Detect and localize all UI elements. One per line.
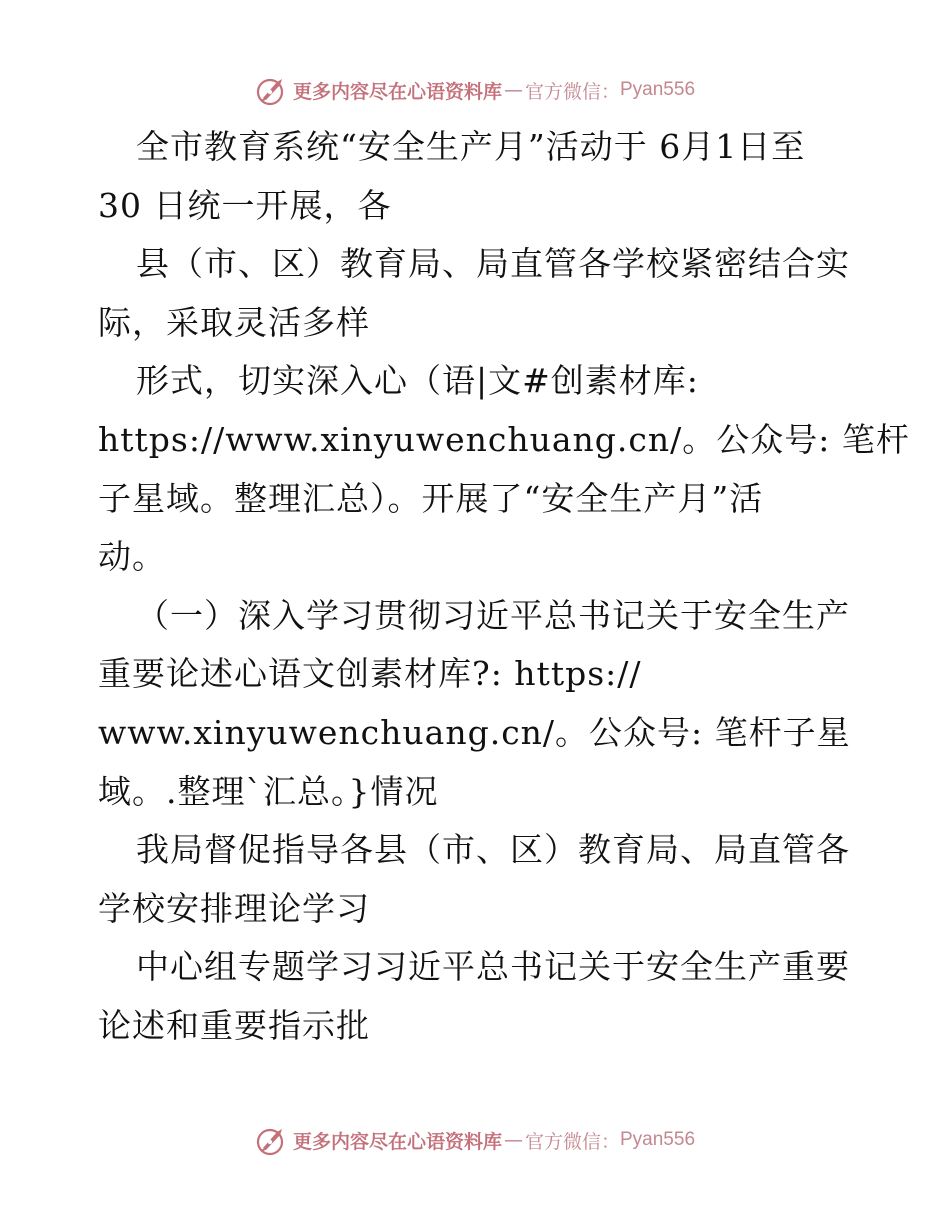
text-line: 30 日统一开展，各 bbox=[98, 185, 392, 225]
text-line: 论述和重要指示批 bbox=[98, 1005, 370, 1045]
watermark-wechat-id: Pyan556 bbox=[620, 79, 696, 100]
pen-nib-logo-icon bbox=[255, 73, 289, 107]
text-line: https://www.xinyuwenchuang.cn/。公众号: 笔杆 bbox=[98, 419, 910, 459]
watermark-wechat-label: 官方微信： bbox=[524, 1130, 620, 1153]
text-line: 域。.整理`汇总。}情况 bbox=[98, 771, 439, 811]
text-line: www.xinyuwenchuang.cn/。公众号: 笔杆子星 bbox=[98, 712, 851, 752]
watermark-dash: — bbox=[503, 79, 523, 101]
text-line: 子星域。整理汇总）。开展了“安全生产月”活 bbox=[98, 478, 764, 518]
watermark-dash: — bbox=[503, 1129, 523, 1151]
text-line: 重要论述心语文创素材库?: https:// bbox=[98, 654, 642, 694]
text-line: 我局督促指导各县（市、区）教育局、局直管各 bbox=[136, 830, 850, 870]
header-watermark bbox=[0, 70, 950, 110]
text-line: 际，采取灵活多样 bbox=[98, 302, 370, 342]
watermark-main-text: 更多内容尽在心语资料库 bbox=[292, 80, 502, 103]
footer-watermark bbox=[0, 1120, 950, 1160]
text-line: 全市教育系统“安全生产月”活动于 6月1日至 bbox=[136, 127, 806, 166]
text-line: 学校安排理论学习 bbox=[98, 888, 370, 928]
text-line: 动。 bbox=[98, 537, 166, 577]
watermark-main-text: 更多内容尽在心语资料库 bbox=[292, 1130, 502, 1153]
text-line: 形式，切实深入心（语|文#创素材库: bbox=[136, 361, 699, 401]
text-line: 中心组专题学习习近平总书记关于安全生产重要 bbox=[136, 947, 850, 987]
text-line: 县（市、区）教育局、局直管各学校紧密结合实 bbox=[136, 244, 850, 284]
text-line: （一）深入学习贯彻习近平总书记关于安全生产 bbox=[136, 595, 850, 635]
watermark-wechat-id: Pyan556 bbox=[620, 1129, 696, 1150]
watermark-wechat-label: 官方微信： bbox=[524, 80, 620, 103]
pen-nib-logo-icon bbox=[255, 1123, 289, 1157]
document-body bbox=[98, 118, 910, 1056]
